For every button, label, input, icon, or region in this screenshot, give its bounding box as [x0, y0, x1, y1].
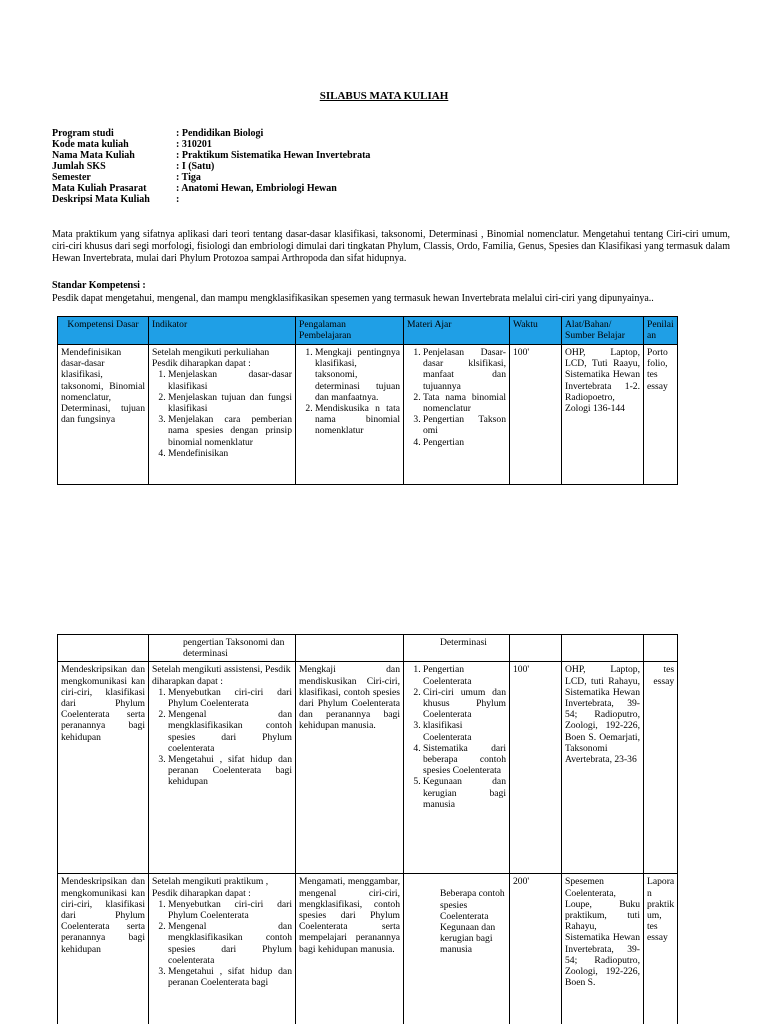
- info-value: : Tiga: [176, 172, 201, 183]
- list-item: 4. Mendefinisikan: [168, 448, 292, 459]
- cell-penilaian: Lapora n praktik um, tes essay: [644, 874, 678, 1024]
- info-value: : I (Satu): [176, 161, 215, 172]
- info-value: : Anatomi Hewan, Embriologi Hewan: [176, 183, 337, 194]
- list-item: 2. Ciri-ciri umum dan khusus Phylum Coelenterata: [423, 687, 506, 721]
- materi-list: [407, 347, 506, 448]
- cell-kompetensi: Mendefinisikan dasar-dasar klasifikasi, taksonomi, Binomial nomenclatur, Determinasi, tujuan dan fungsinya: [58, 345, 149, 485]
- course-info-row: [52, 161, 370, 172]
- cell-materi: [404, 345, 510, 485]
- list-item: 2. Mengenal dan mengklasifikasikan contoh spesies dari Phylum coelenterata: [168, 921, 292, 966]
- cell-pengalaman: Mengamati, menggambar, mengenal ciri-ciri, mengklasifikasi, contoh spesies dari Phylum Coelenterata serta mempelajari peranannya bagi kehidupan manusia.: [296, 874, 404, 1024]
- list-item: 2. Menjelaskan tujuan dan fungsi klasifikasi: [168, 392, 292, 414]
- info-key: Mata Kuliah Prasarat: [52, 183, 147, 194]
- cell-kompetensi: Mendeskripsikan dan mengkomunikasi kan ciri-ciri, klasifikasi dari Phylum Coelenterata serta peranannya bagi kehidupan: [58, 874, 149, 1024]
- info-value: : Pendidikan Biologi: [176, 128, 264, 139]
- syllabus-table-continued: [57, 634, 678, 1024]
- cell-waktu: 100': [510, 345, 562, 485]
- cell-alat: OHP, Laptop, LCD, tuti Rahayu, Sistematika Hewan Invertebrata, 39-54; Radioputro, Zoologi, 192-226, Boen S. Oemarjati, Taksonomi Avertebrata, 23-36: [562, 662, 644, 874]
- cell-indikator: [149, 874, 296, 1024]
- cell-materi: [404, 662, 510, 874]
- list-item: 1. Menjelaskan dasar-dasar klasifikasi: [168, 369, 292, 391]
- page-sheet-1: [0, 0, 768, 500]
- document-title: SILABUS MATA KULIAH: [319, 90, 449, 102]
- materi-list: [407, 664, 506, 810]
- indikator-list: [152, 369, 292, 459]
- cell-pengalaman: Mengkaji dan mendiskusikan Ciri-ciri, klasifikasi, contoh spesies dari Phylum Coelenterata dan peranannya bagi kehidupan manusia.: [296, 662, 404, 874]
- cell-kompetensi: [58, 635, 149, 662]
- standard-text: Pesdik dapat mengetahui, mengenal, dan mampu mengklasifikasikan spesemen yang termasuk hewan Invertebrata melalui ciri-ciri yang dipunyainya..: [52, 293, 654, 304]
- table-header-row: [58, 317, 678, 345]
- pengalaman-list: [299, 347, 400, 437]
- course-info: [52, 128, 370, 205]
- info-key: Program studi: [52, 128, 114, 139]
- standard-label: Standar Kompetensi :: [52, 280, 146, 291]
- course-info-row: [52, 128, 370, 139]
- table-row: [58, 635, 678, 662]
- info-key: Deskripsi Mata Kuliah: [52, 194, 150, 205]
- list-item: 4. Sistematika dari beberapa contoh spesies Coelenterata: [423, 743, 506, 777]
- list-item: 4. Pengertian: [423, 437, 506, 448]
- header-cell: Alat/Bahan/ Sumber Belajar: [562, 317, 644, 345]
- list-item: 2. Tata nama binomial nomenclatur: [423, 392, 506, 414]
- cell-indikator: pengertian Taksonomi dan determinasi: [149, 635, 296, 662]
- info-key: Kode mata kuliah: [52, 139, 129, 150]
- header-cell: Kompetensi Dasar: [58, 317, 149, 345]
- table-row: [58, 662, 678, 874]
- list-item: 1. Pengertian Coelenterata: [423, 664, 506, 686]
- course-info-row: [52, 172, 370, 183]
- list-item: 1. Menyebutkan ciri-ciri dari Phylum Coelenterata: [168, 899, 292, 921]
- list-item: 5. Kegunaan dan kerugian bagi manusia: [423, 776, 506, 810]
- cell-penilaian: [644, 635, 678, 662]
- info-key: Nama Mata Kuliah: [52, 150, 135, 161]
- table-row: [58, 345, 678, 485]
- indikator-intro: Setelah mengikuti perkuliahan Pesdik diharapkan dapat :: [152, 347, 270, 370]
- list-item: 3. klasifikasi Coelenterata: [423, 720, 506, 742]
- cell-waktu: 100': [510, 662, 562, 874]
- cell-alat: OHP, Laptop, LCD, Tuti Raayu, Sistematika Hewan Invertebrata 1-2. Radiopoetro, Zologi 136-144: [562, 345, 644, 485]
- indikator-list: [152, 899, 292, 989]
- list-item: 2. Mengenal dan mengklasifikasikan contoh spesies dari Phylum coelenterata: [168, 709, 292, 754]
- indikator-intro: Setelah mengikuti praktikum , Pesdik diharapkan dapat :: [152, 876, 269, 899]
- syllabus-table: [57, 316, 678, 485]
- list-item: 1. Mengkaji pentingnya klasifikasi, taksonomi, determinasi tujuan dan manfaatnya.: [315, 347, 400, 403]
- course-info-row: [52, 150, 370, 161]
- cell-pengalaman: [296, 345, 404, 485]
- info-value: : Praktikum Sistematika Hewan Invertebrata: [176, 150, 371, 161]
- page-sheet-2: [0, 626, 768, 1024]
- info-value: :: [176, 194, 180, 205]
- indikator-list: [152, 687, 292, 788]
- header-cell: Penilai an: [644, 317, 678, 345]
- cell-kompetensi: Mendeskripsikan dan mengkomunikasi kan ciri-ciri, klasifikasi dari Phylum Coelenterata serta peranannya bagi kehidupan: [58, 662, 149, 874]
- list-item: 1. Menyebutkan ciri-ciri dari Phylum Coelenterata: [168, 687, 292, 709]
- cell-penilaian: Porto folio, tes essay: [644, 345, 678, 485]
- cell-indikator: [149, 662, 296, 874]
- list-item: 1. Penjelasan Dasar-dasar klsifikasi, manfaat dan tujuannya: [423, 347, 506, 392]
- list-item: 3. Mengetahui , sifat hidup dan peranan Coelenterata bagi: [168, 966, 292, 988]
- indikator-intro: Setelah mengikuti assistensi, Pesdik diharapkan dapat :: [152, 664, 291, 687]
- list-item: 3. Pengertian Takson omi: [423, 414, 506, 436]
- cell-indikator: [149, 345, 296, 485]
- course-description: Mata praktikum yang sifatnya aplikasi dari teori tentang dasar-dasar klasifikasi, taksonomi, Determinasi , Binomial nomenclatur. Mengetahui tentang Ciri-ciri umum, ciri-ciri khusus dari segi morfologi, fisiologi dan embriologi dimulai dari tingkatan Phylum, Classis, Ordo, Familia, Genus, Spesies dan Klasifikasi yang termasuk dalam Hewan Invertebrata, mulai dari Phylum Protozoa sampai Arthropoda dan sifat hidupnya.: [52, 229, 730, 264]
- course-info-row: [52, 139, 370, 150]
- list-item: 3. Mengetahui , sifat hidup dan peranan Coelenterata bagi kehidupan: [168, 754, 292, 788]
- list-item: 2. Mendiskusika n tata nama binomial nomenklatur: [315, 403, 400, 437]
- cell-waktu: 200': [510, 874, 562, 1024]
- header-cell: Waktu: [510, 317, 562, 345]
- cell-materi: Beberapa contoh spesies Coelenterata Kegunaan dan kerugian bagi manusia: [404, 874, 510, 1024]
- info-key: Semester: [52, 172, 91, 183]
- course-info-row: [52, 194, 370, 205]
- list-item: 3. Menjelakan cara pemberian nama spesies dengan prinsip binomial nomenklatur: [168, 414, 292, 448]
- info-value: : 310201: [176, 139, 212, 150]
- header-cell: Pengalaman Pembelajaran: [296, 317, 404, 345]
- course-info-row: [52, 183, 370, 194]
- cell-waktu: [510, 635, 562, 662]
- header-cell: Materi Ajar: [404, 317, 510, 345]
- header-cell: Indikator: [149, 317, 296, 345]
- cell-alat: Spesemen Coelenterata, Loupe, Buku praktikum, tuti Rahayu, Sistematika Hewan Invertebrata, 39-54; Radioputro, Zoologi, 192-226, Boen S.: [562, 874, 644, 1024]
- table-row: [58, 874, 678, 1024]
- cell-materi: Determinasi: [404, 635, 510, 662]
- info-key: Jumlah SKS: [52, 161, 106, 172]
- cell-pengalaman: [296, 635, 404, 662]
- cell-alat: [562, 635, 644, 662]
- cell-penilaian: tes essay: [644, 662, 678, 874]
